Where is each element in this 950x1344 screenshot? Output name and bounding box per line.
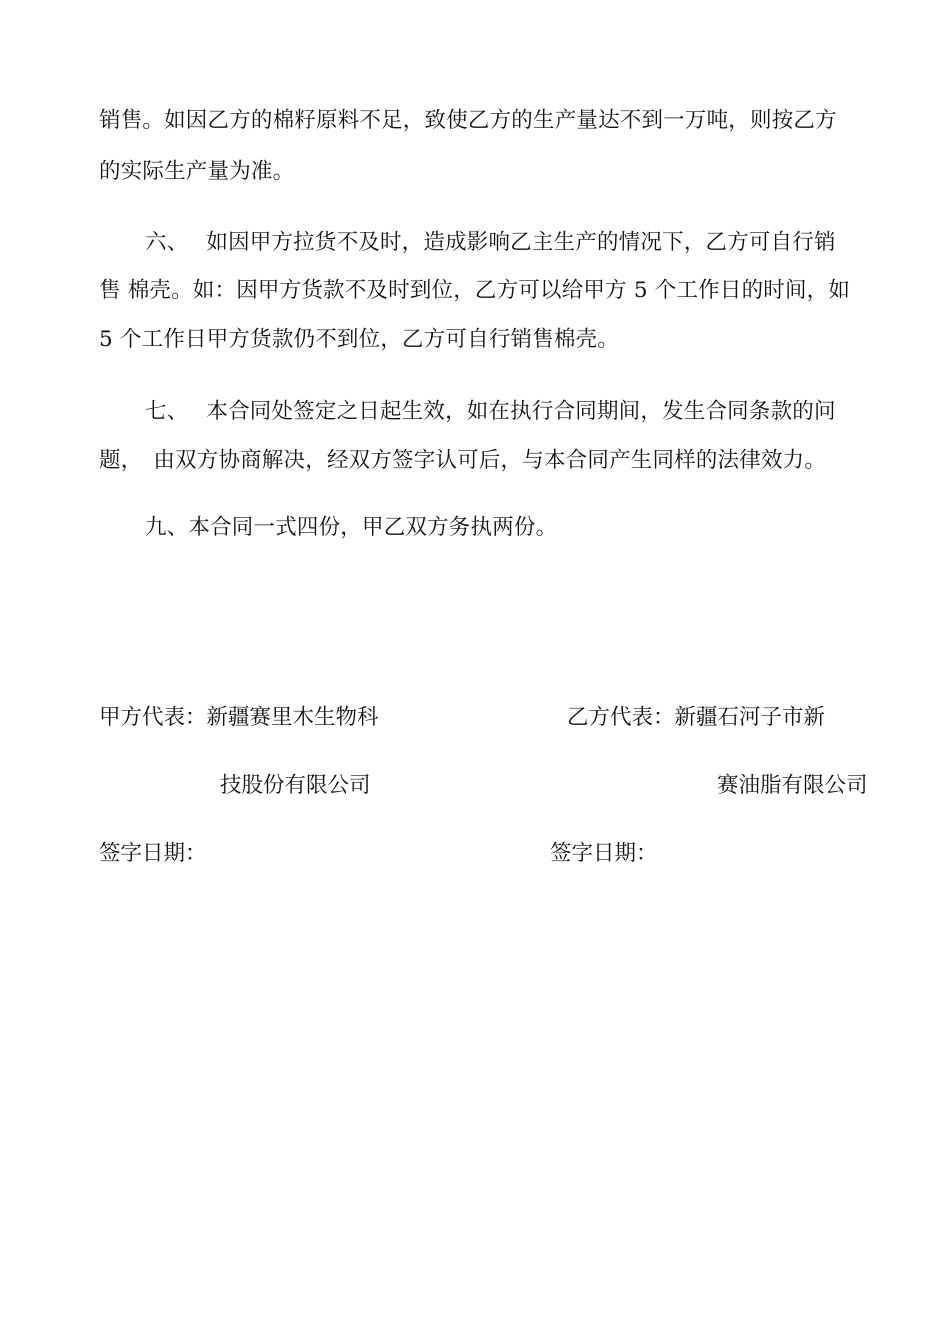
clause-9-line-1: 九、本合同一式四份，甲乙双方务执两份。 <box>145 515 558 540</box>
party-a-sign-date: 签字日期： <box>99 841 207 866</box>
party-a-representative: 甲方代表：新疆赛里木生物科 <box>99 705 379 730</box>
clause-6-line-2: 售 棉壳。如：因甲方货款不及时到位，乙方可以给甲方 5 个工作日的时间，如 <box>99 278 851 303</box>
clause-6-line-3: 5 个工作日甲方货款仍不到位，乙方可自行销售棉壳。 <box>99 327 620 352</box>
party-a-company-continued: 技股份有限公司 <box>220 773 371 798</box>
clause-7-line-2: 题， 由双方协商解决，经双方签字认可后，与本合同产生同样的法律效力。 <box>99 448 827 473</box>
clause-6-line-1: 六、 如因甲方拉货不及时，造成影响乙主生产的情况下，乙方可自行销 <box>145 230 836 255</box>
clause-5-line-1: 销售。如因乙方的棉籽原料不足，致使乙方的生产量达不到一万吨，则按乙方 <box>99 108 837 133</box>
party-b-representative: 乙方代表：新疆石河子市新 <box>567 705 826 730</box>
party-b-sign-date: 签字日期： <box>550 841 658 866</box>
clause-5-line-2: 的实际生产量为准。 <box>99 159 295 184</box>
clause-7-line-1: 七、 本合同处签定之日起生效，如在执行合同期间，发生合同条款的问 <box>145 399 836 424</box>
party-b-company-continued: 赛油脂有限公司 <box>717 773 868 798</box>
